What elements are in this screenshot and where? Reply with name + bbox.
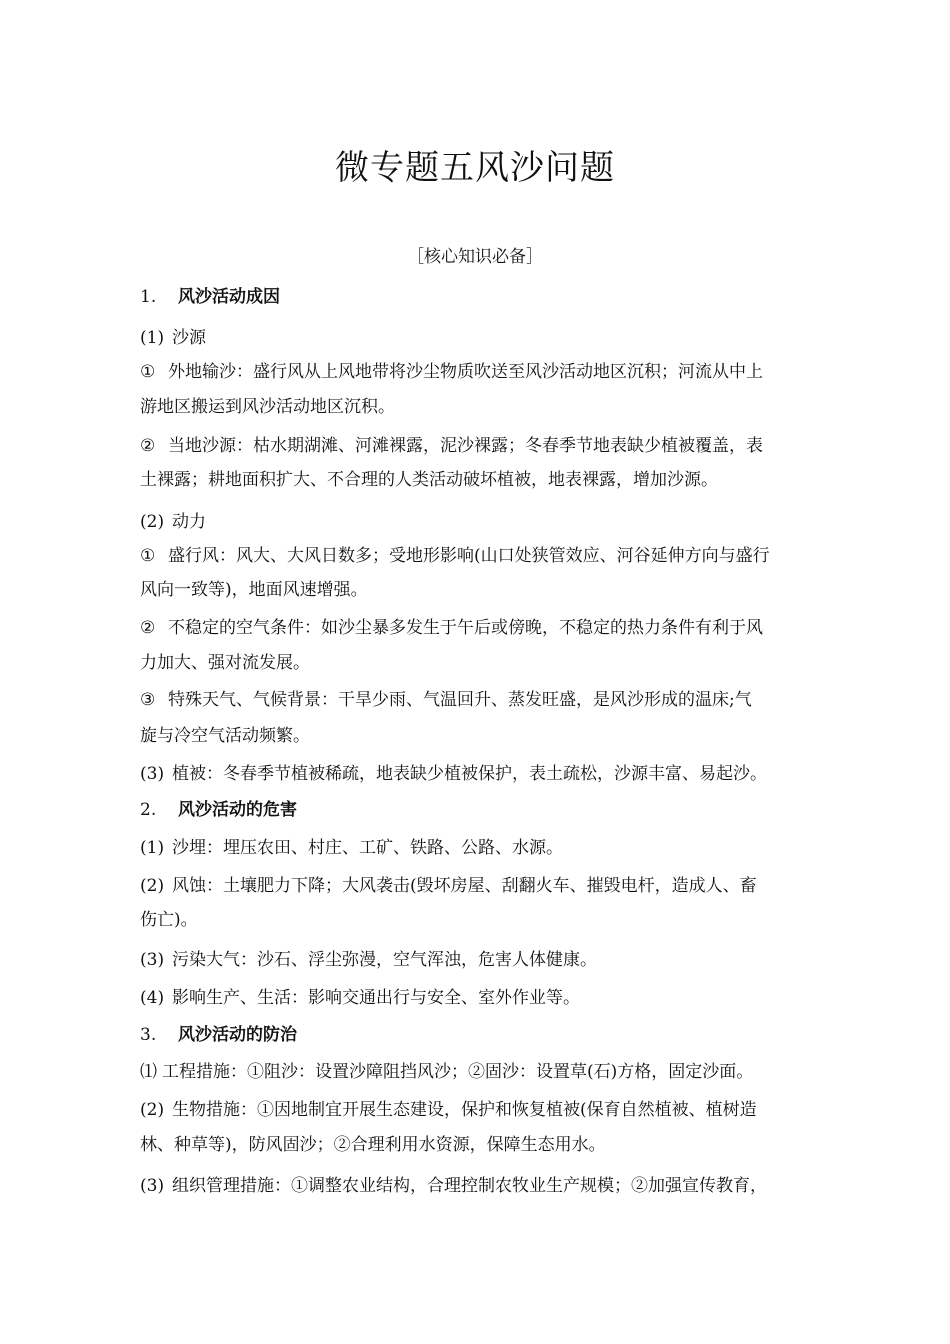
list-number: ② (140, 618, 156, 638)
line-text: 风沙活动的危害 (178, 800, 297, 820)
text-line (140, 362, 763, 382)
line-text: 污染大气：沙石、浮尘弥漫，空气浑浊，危害人体健康。 (172, 950, 597, 970)
list-number: 3. (140, 1025, 157, 1045)
text-line (140, 470, 718, 490)
line-text: 不稳定的空气条件：如沙尘暴多发生于午后或傍晚，不稳定的热力条件有利于风 (168, 618, 763, 638)
list-number: 1. (140, 287, 157, 307)
text-line (140, 618, 763, 638)
text-line (140, 690, 752, 710)
text-line (140, 910, 198, 930)
text-line (140, 436, 763, 456)
line-text: 沙埋：埋压农田、村庄、工矿、铁路、公路、水源。 (172, 838, 563, 858)
text-line (140, 1176, 767, 1196)
text-line (140, 950, 597, 970)
line-text: 伤亡)。 (140, 910, 198, 930)
line-text: 旋与冷空气活动频繁。 (140, 726, 310, 746)
list-number: (3) (140, 950, 165, 970)
text-line (140, 1100, 757, 1120)
text-line (140, 726, 310, 746)
list-number: (3) (140, 764, 165, 784)
page-title: 微专题五风沙问题 (335, 148, 615, 188)
text-line (140, 397, 395, 417)
list-number: (3) (140, 1176, 165, 1196)
text-line (140, 580, 368, 600)
text-line (140, 1062, 753, 1082)
list-number: (1) (140, 328, 165, 348)
line-text: 特殊天气、气候背景：干旱少雨、气温回升、蒸发旺盛，是风沙形成的温床;气 (168, 690, 752, 710)
list-number: ③ (140, 690, 156, 710)
line-text: 土裸露；耕地面积扩大、不合理的人类活动破坏植被，地表裸露，增加沙源。 (140, 470, 718, 490)
line-text: 当地沙源：枯水期湖滩、河滩裸露，泥沙裸露；冬春季节地表缺少植被覆盖，表 (168, 436, 763, 456)
line-text: 风沙活动成因 (178, 287, 280, 307)
line-text: 工程措施：①阻沙：设置沙障阻挡风沙；②固沙：设置草(石)方格，固定沙面。 (162, 1062, 754, 1082)
list-number: ② (140, 436, 156, 456)
line-text: 组织管理措施：①调整农业结构，合理控制农牧业生产规模；②加强宣传教育， (172, 1176, 767, 1196)
line-text: 沙源 (172, 328, 206, 348)
line-text: 力加大、强对流发展。 (140, 653, 310, 673)
line-text: 外地输沙：盛行风从上风地带将沙尘物质吹送至风沙活动地区沉积；河流从中上 (168, 362, 763, 382)
list-number: (4) (140, 988, 165, 1008)
line-text: 盛行风：风大、大风日数多；受地形影响(山口处狭管效应、河谷延伸方向与盛行 (168, 546, 770, 566)
section-heading-line (140, 287, 280, 307)
section-heading-line (140, 1025, 297, 1045)
line-text: 林、种草等)，防风固沙；②合理利用水资源，保障生态用水。 (140, 1135, 606, 1155)
line-text: 风蚀：土壤肥力下降；大风袭击(毁坏房屋、刮翻火车、摧毁电杆，造成人、畜 (172, 876, 757, 896)
list-number: (2) (140, 512, 165, 532)
section-heading: ［核心知识必备］ (407, 247, 543, 267)
text-line (140, 764, 767, 784)
section-heading-line (140, 800, 297, 820)
list-number: ① (140, 546, 156, 566)
text-line (140, 328, 206, 348)
text-line (140, 1135, 606, 1155)
list-number: 2. (140, 800, 157, 820)
list-number: ⑴ (140, 1062, 157, 1082)
list-number: (2) (140, 876, 165, 896)
line-text: 风沙活动的防治 (178, 1025, 297, 1045)
line-text: 生物措施：①因地制宜开展生态建设，保护和恢复植被(保育自然植被、植树造 (172, 1100, 757, 1120)
list-number: (2) (140, 1100, 165, 1120)
text-line (140, 653, 310, 673)
list-number: (1) (140, 838, 165, 858)
text-line (140, 838, 563, 858)
text-line (140, 546, 770, 566)
line-text: 游地区搬运到风沙活动地区沉积。 (140, 397, 395, 417)
line-text: 植被：冬春季节植被稀疏，地表缺少植被保护，表土疏松，沙源丰富、易起沙。 (172, 764, 767, 784)
text-line (140, 988, 580, 1008)
line-text: 风向一致等)，地面风速增强。 (140, 580, 368, 600)
line-text: 动力 (172, 512, 206, 532)
line-text: 影响生产、生活：影响交通出行与安全、室外作业等。 (172, 988, 580, 1008)
text-line (140, 876, 757, 896)
text-line (140, 512, 206, 532)
list-number: ① (140, 362, 156, 382)
